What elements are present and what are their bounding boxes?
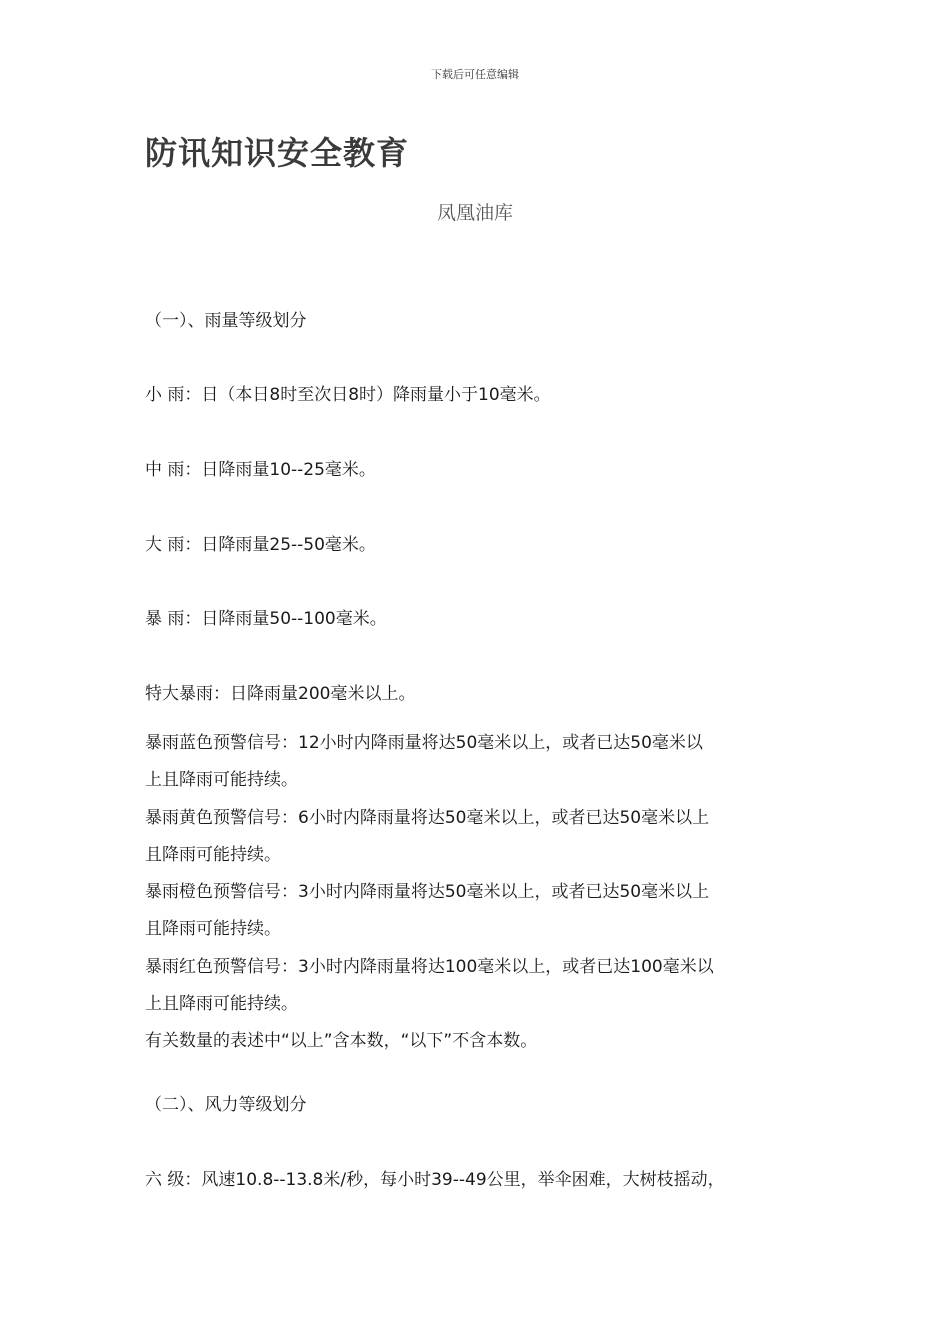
warning-blue-line-1: 暴雨蓝色预警信号：12小时内降雨量将达50毫米以上，或者已达50毫米以 <box>145 733 703 753</box>
rain-level-extreme-storm: 特大暴雨：日降雨量200毫米以上。 <box>145 684 416 704</box>
warning-red-line-2: 上且降雨可能持续。 <box>145 994 298 1014</box>
warning-red-line-1: 暴雨红色预警信号：3小时内降雨量将达100毫米以上，或者已达100毫米以 <box>145 957 714 977</box>
warning-yellow-line-1: 暴雨黄色预警信号：6小时内降雨量将达50毫米以上，或者已达50毫米以上 <box>145 808 710 828</box>
rain-level-storm: 暴 雨：日降雨量50--100毫米。 <box>145 609 387 629</box>
warning-orange-line-1: 暴雨橙色预警信号：3小时内降雨量将达50毫米以上，或者已达50毫米以上 <box>145 882 710 902</box>
rain-level-light: 小 雨：日（本日8时至次日8时）降雨量小于10毫米。 <box>145 385 551 405</box>
section-heading-wind: （二）、风力等级划分 <box>145 1095 307 1115</box>
document-subtitle: 凤凰油库 <box>436 202 513 224</box>
wind-level-six: 六 级：风速10.8--13.8米/秒，每小时39--49公里，举伞困难，大树枝摇动， <box>145 1170 725 1190</box>
rain-level-moderate: 中 雨：日降雨量10--25毫米。 <box>145 460 376 480</box>
warning-yellow-line-2: 且降雨可能持续。 <box>145 845 281 865</box>
header-note: 下载后可任意编辑 <box>431 68 519 81</box>
warning-orange-line-2: 且降雨可能持续。 <box>145 919 281 939</box>
document-title: 防讯知识安全教育 <box>145 134 410 172</box>
rain-level-heavy: 大 雨：日降雨量25--50毫米。 <box>145 535 376 555</box>
warning-blue-line-2: 上且降雨可能持续。 <box>145 770 298 790</box>
quantity-note: 有关数量的表述中“以上”含本数，“以下”不含本数。 <box>145 1031 538 1051</box>
section-heading-rainfall: （一）、雨量等级划分 <box>145 311 307 331</box>
